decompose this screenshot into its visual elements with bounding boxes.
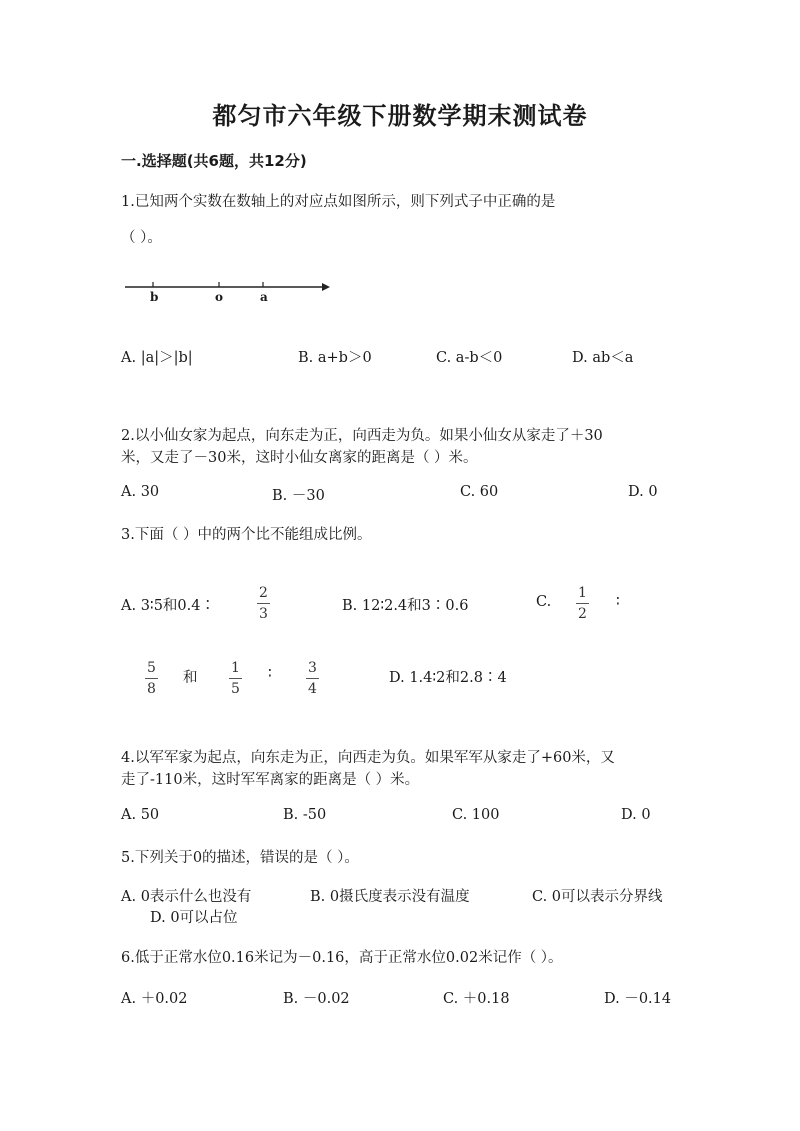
fraction-bar [306,678,319,679]
number-line-label-a: a [260,290,268,304]
q6-stem: 6.低于正常水位0.16米记为－0.16，高于正常水位0.02米记作（ ）。 [121,950,563,966]
q4-option-d: D. 0 [621,807,651,823]
q3-option-d: D. 1.4∶2和2.8∶4 [389,670,507,686]
q4-stem-line2: 走了-110米，这时军军离家的距离是（ ）米。 [121,772,420,788]
fraction-numerator: 3 [308,660,317,676]
q2-option-d: D. 0 [628,484,658,500]
fraction-numerator: 5 [147,660,156,676]
q4-stem-line1: 4.以军军家为起点，向东走为正，向西走为负。如果军军从家走了+60米，又 [121,750,615,766]
q3-colon-1: ∶ [616,594,620,610]
q1-stem: 1.已知两个实数在数轴上的对应点如图所示，则下列式子中正确的是 [121,194,556,210]
q2-option-a: A. 30 [121,484,160,500]
q2-option-c: C. 60 [460,484,499,500]
q6-option-d: D. －0.14 [604,991,672,1007]
q3-option-b: B. 12∶2.4和3∶0.6 [342,598,469,614]
page-title: 都匀市六年级下册数学期末测试卷 [212,102,588,130]
q6-option-a: A. ＋0.02 [121,991,188,1007]
q3-stem: 3.下面（ ）中的两个比不能组成比例。 [121,527,372,543]
q2-stem-line2: 米，又走了－30米，这时小仙女离家的距离是（ ）米。 [121,450,478,466]
fraction-numerator: 2 [259,585,268,601]
q3-option-a-text: A. 3∶5和0.4∶ [121,598,215,614]
q5-option-a: A. 0表示什么也没有 [121,889,252,905]
q1-option-c: C. a-b＜0 [436,350,503,366]
q3-colon-2: ∶ [268,666,272,682]
fraction-denominator: 2 [578,606,587,622]
q2-option-b: B. －30 [272,488,325,504]
q3-option-c-fraction-1 [576,585,589,622]
q1-blank: （ ）。 [121,230,162,246]
fraction-bar [257,603,270,604]
q6-option-b: B. －0.02 [283,991,350,1007]
q6-option-c: C. ＋0.18 [443,991,510,1007]
q3-option-c-fraction-4 [306,660,319,697]
q5-stem: 5.下列关于0的描述，错误的是（ ）。 [121,850,359,866]
q5-option-d: D. 0可以占位 [150,910,238,926]
q4-option-b: B. -50 [283,807,327,823]
q3-option-c-fraction-2 [145,660,158,697]
q4-option-a: A. 50 [121,807,160,823]
q3-option-c-text: C. [536,594,552,610]
number-line-label-o: o [215,290,224,304]
fraction-denominator: 3 [259,606,268,622]
q5-option-b: B. 0摄氏度表示没有温度 [310,889,470,905]
fraction-bar [145,678,158,679]
fraction-denominator: 5 [231,681,240,697]
section-heading: 一.选择题(共6题，共12分) [121,152,307,170]
fraction-denominator: 4 [308,681,317,697]
q1-option-a: A. |a|＞|b| [121,350,193,366]
q3-option-a-fraction [257,585,270,622]
q1-option-b: B. a+b＞0 [298,350,372,366]
q4-option-c: C. 100 [452,807,500,823]
q3-option-c-fraction-3 [229,660,242,697]
number-line-arrow [322,283,330,291]
q1-option-d: D. ab＜a [572,350,634,366]
fraction-bar [576,603,589,604]
number-line-label-b: b [150,290,159,304]
fraction-numerator: 1 [578,585,587,601]
fraction-denominator: 8 [147,681,156,697]
fraction-numerator: 1 [231,660,240,676]
q3-he: 和 [183,670,198,686]
q5-option-c: C. 0可以表示分界线 [532,889,663,905]
q2-stem-line1: 2.以小仙女家为起点，向东走为正，向西走为负。如果小仙女从家走了＋30 [121,428,603,444]
fraction-bar [229,678,242,679]
